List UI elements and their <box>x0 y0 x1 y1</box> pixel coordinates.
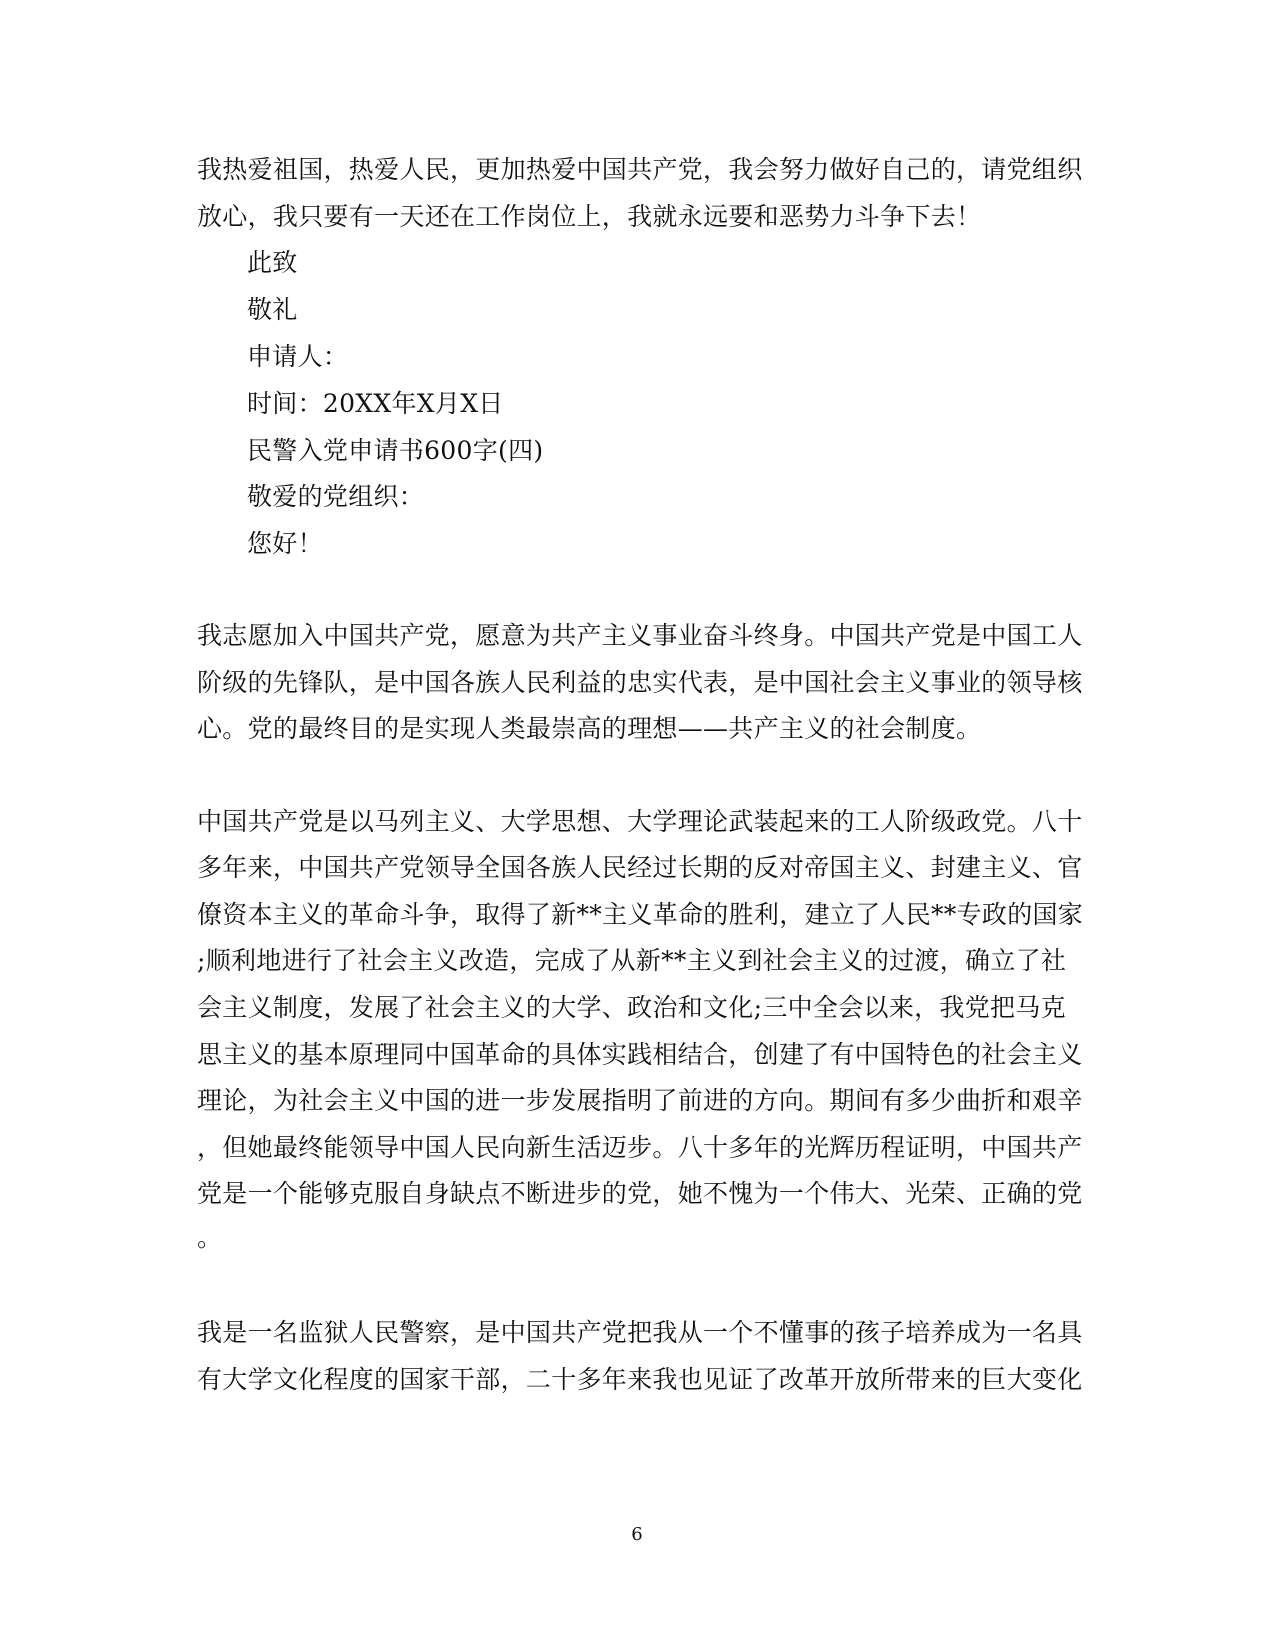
paragraph-1-line-2: 放心，我只要有一天还在工作岗位上，我就永远要和恶势力斗争下去！ <box>197 202 982 231</box>
paragraph-3-line-9: 党是一个能够克服自身缺点不断进步的党，她不愧为一个伟大、光荣、正确的党 <box>197 1179 1083 1208</box>
paragraph-3-line-8: ，但她最终能领导中国人民向新生活迈步。八十多年的光辉历程证明，中国共产 <box>197 1133 1083 1162</box>
date-line: 时间：20XX年X月X日 <box>247 389 504 418</box>
paragraph-3-line-1: 中国共产党是以马列主义、大学思想、大学理论武装起来的工人阶级政党。八十 <box>197 807 1083 836</box>
paragraph-3-line-6: 思主义的基本原理同中国革命的具体实践相结合，创建了有中国特色的社会主义 <box>197 1040 1083 1069</box>
applicant-label: 申请人： <box>247 342 349 371</box>
page-number: 6 <box>631 1524 643 1545</box>
paragraph-1-line-1: 我热爱祖国，热爱人民，更加热爱中国共产党，我会努力做好自己的，请党组织 <box>197 155 1083 184</box>
paragraph-3-line-7: 理论，为社会主义中国的进一步发展指明了前进的方向。期间有多少曲折和艰辛 <box>197 1086 1083 1115</box>
paragraph-2-line-1: 我志愿加入中国共产党，愿意为共产主义事业奋斗终身。中国共产党是中国工人 <box>197 621 1083 650</box>
greeting-hello: 您好！ <box>247 529 323 558</box>
paragraph-3-line-3: 僚资本主义的革命斗争，取得了新**主义革命的胜利，建立了人民**专政的国家 <box>197 900 1084 929</box>
paragraph-4-line-2: 有大学文化程度的国家干部，二十多年来我也见证了改革开放所带来的巨大变化 <box>197 1365 1083 1394</box>
paragraph-3-line-4: ;顺利地进行了社会主义改造，完成了从新**主义到社会主义的过渡，确立了社 <box>197 946 1067 975</box>
section-title: 民警入党申请书600字(四) <box>247 436 544 465</box>
closing-salutation-1: 此致 <box>247 248 298 277</box>
closing-salutation-2: 敬礼 <box>247 295 298 324</box>
addressee: 敬爱的党组织： <box>247 482 425 511</box>
paragraph-3-line-5: 会主义制度，发展了社会主义的大学、政治和文化;三中全会以来，我党把马克 <box>197 993 1066 1022</box>
paragraph-3-line-10: 。 <box>197 1223 223 1252</box>
paragraph-2-line-3: 心。党的最终目的是实现人类最崇高的理想——共产主义的社会制度。 <box>197 714 982 743</box>
paragraph-3-line-2: 多年来，中国共产党领导全国各族人民经过长期的反对帝国主义、封建主义、官 <box>197 853 1083 882</box>
paragraph-2-line-2: 阶级的先锋队，是中国各族人民利益的忠实代表，是中国社会主义事业的领导核 <box>197 668 1083 697</box>
paragraph-4-line-1: 我是一名监狱人民警察，是中国共产党把我从一个不懂事的孩子培养成为一名具 <box>197 1318 1083 1347</box>
